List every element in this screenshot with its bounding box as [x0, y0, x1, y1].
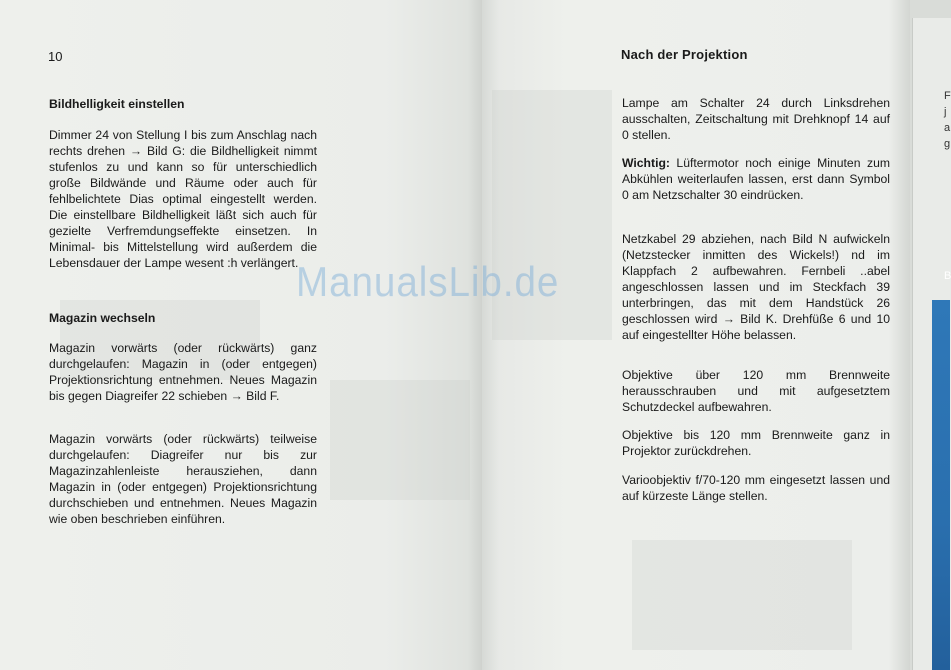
body-paragraph: [49, 431, 317, 527]
page-number: 10: [48, 49, 63, 64]
next-page-fragment: F: [944, 90, 951, 102]
paragraph-text: Lüftermotor noch einige Minuten zum Abkühlen weiterlaufen lassen, erst dann Symbol 0 am Netzschalter 30 eindrücken.: [622, 156, 890, 202]
body-paragraph: [622, 367, 890, 415]
paragraph-magazin-ganz: Magazin vorwärts (oder rückwärts) ganz durchgelaufen: Magazin in (oder entgegen) Projektionsrichtung entnehmen. Neues Magazin bis gegen Diagreifer 22 schieben → Bild F.: [49, 341, 317, 403]
paragraph-text: Objektive über 120 mm Brennweite herausschrauben und mit aufgesetztem Schutzdeckel aufbewahren.: [622, 368, 890, 414]
paragraph-wichtig: [622, 155, 890, 203]
paragraph-varioobjektiv: [622, 472, 890, 504]
body-paragraph: [49, 340, 317, 404]
heading-bildhelligkeit: Bildhelligkeit einstellen: [49, 97, 185, 111]
show-through-figure: [330, 380, 470, 500]
watermark: ManualsLib.de: [296, 258, 560, 305]
paragraph-objektive-bis: [622, 427, 890, 459]
paragraph-objektive-ueber: [622, 367, 890, 415]
body-paragraph: [622, 472, 890, 504]
body-paragraph: [622, 155, 890, 203]
body-paragraph: [49, 127, 317, 271]
paragraph-text: Objektive bis 120 mm Brennweite ganz in Projektor zurückdrehen.: [622, 428, 890, 458]
paragraph-text: Varioobjektiv f/70-120 mm eingesetzt lassen und auf kürzeste Länge stellen.: [622, 473, 890, 503]
body-paragraph: [622, 427, 890, 459]
running-head: Nach der Projektion: [621, 47, 748, 62]
paragraph-bildhelligkeit: Dimmer 24 von Stellung I bis zum Anschlag nach rechts drehen → Bild G: die Bildhelligkeit nimmt stufenlos zu und kann so für unterschiedlich große Bildwände und Räume oder auch für fehlbelichtete Dias optimal eingestellt werden. Die einstellbare Bildhelligkeit läßt sich auch für gezielte Verfremdungseffekte einsetzen. In Minimal- bis Mittelstellung wird außerdem die Lebensdauer der Lampe wesent :h verlängert.: [49, 128, 317, 270]
next-page-fragment: a: [944, 122, 951, 134]
body-paragraph: [622, 95, 890, 143]
paragraph-magazin-teilweise: Magazin vorwärts (oder rückwärts) teilweise durchgelaufen: Diagreifer nur bis zur Magazinzahlenleiste herausziehen, dann Magazin in (oder entgegen) Projektionsrichtung durchschieben und entnehmen. Neues Magazin wie oben beschrieben einführen.: [49, 432, 317, 526]
next-page-fragment: j: [944, 106, 947, 118]
show-through-figure: [632, 540, 852, 650]
body-paragraph: [622, 231, 890, 343]
section-heading: [49, 310, 317, 326]
section-heading: [49, 96, 317, 112]
paragraph-lampe: [622, 95, 890, 143]
paragraph-lead: Wichtig:: [622, 156, 670, 170]
paragraph-text: Lampe am Schalter 24 durch Linksdrehen ausschalten, Zeitschaltung mit Drehknopf 14 auf 0 stellen.: [622, 96, 890, 142]
next-page-fragment: g: [944, 138, 951, 150]
paragraph-text: Netzkabel 29 abziehen, nach Bild N aufwickeln (Netzstecker inmitten des Wickels!) nd im Klappfach 2 aufbewahren. Fernbeli ..abel angeschlossen lassen und im Steckfach 39 unterbringen, das mit dem Handstück 26 geschlossen wird → Bild K. Drehfüße 6 und 10 auf eingestellter Höhe belassen.: [622, 232, 890, 342]
blue-page-edge: [932, 300, 950, 670]
heading-magazin-wechseln: Magazin wechseln: [49, 311, 156, 325]
paragraph-netzkabel: [622, 231, 890, 343]
next-page-fragment: B: [944, 270, 951, 282]
